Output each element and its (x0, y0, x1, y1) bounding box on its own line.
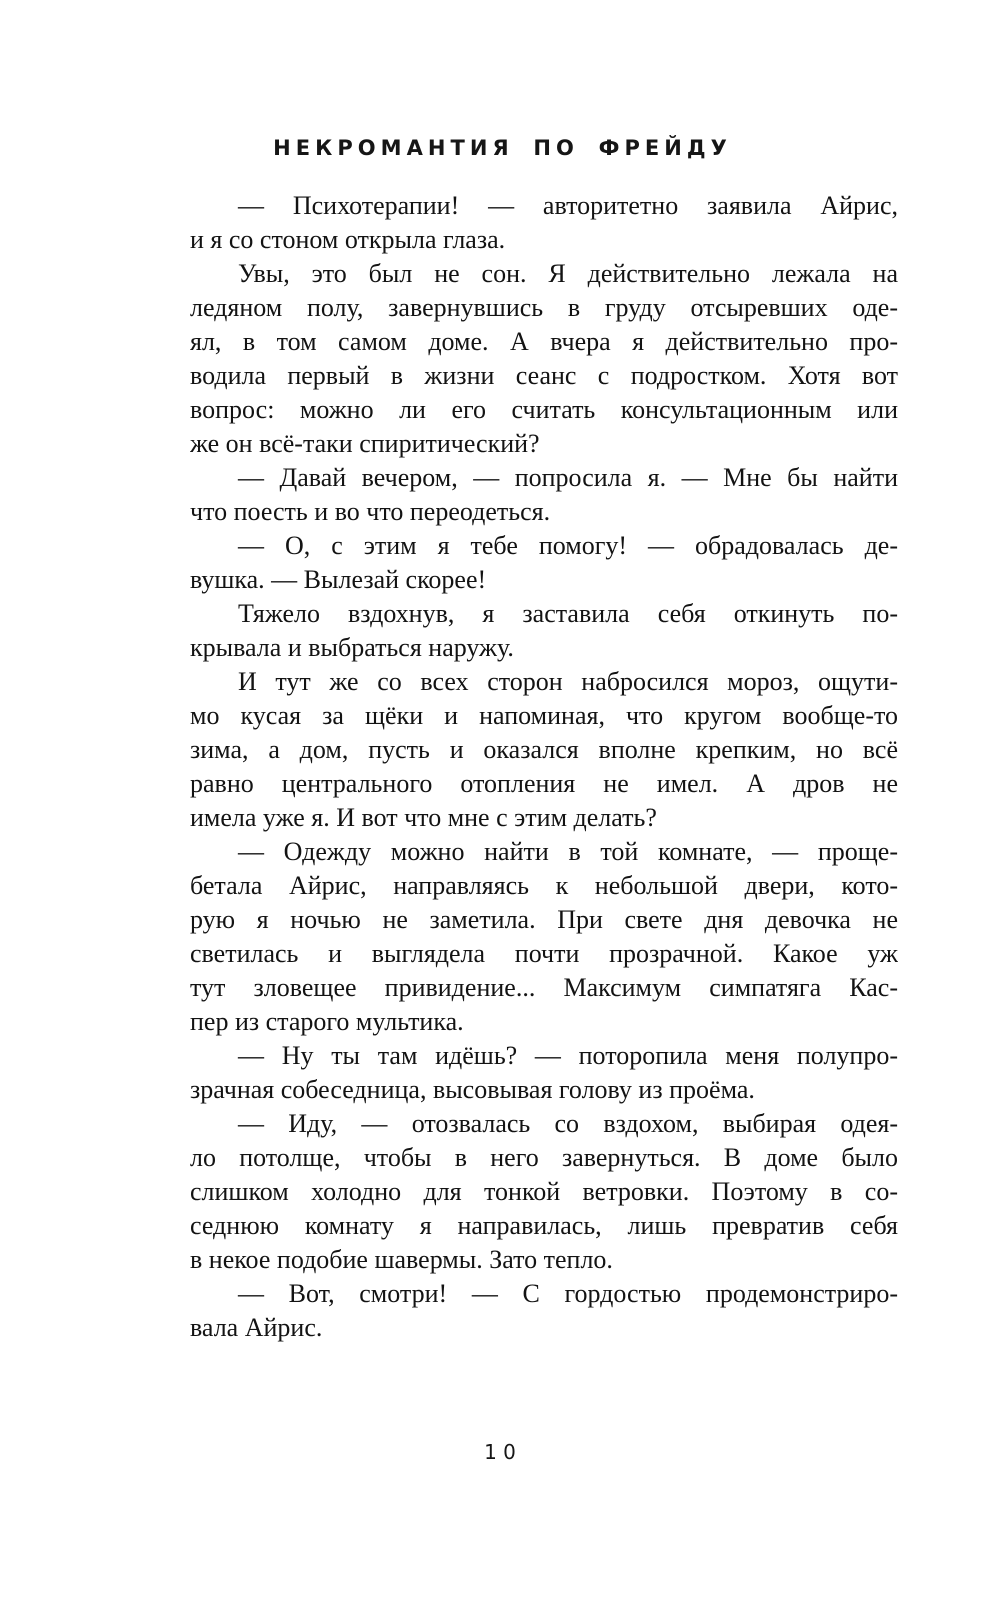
text-line: ло потолще, чтобы в него завернуться. В доме было (190, 1143, 898, 1172)
text-block (190, 189, 898, 1345)
text-line: тут зловещее привидение... Максимум симпатяга Кас- (190, 973, 898, 1002)
text-line: И тут же со всех сторон набросился мороз, ощути- (238, 667, 898, 696)
text-line: Тяжело вздохнув, я заставила себя откинуть по- (238, 599, 898, 628)
text-line: слишком холодно для тонкой ветровки. Поэтому в со- (190, 1177, 898, 1206)
text-line: же он всё-таки спиритический? (190, 429, 540, 458)
text-line: вушка. — Вылезай скорее! (190, 565, 487, 594)
text-line: зима, а дом, пусть и оказался вполне крепким, но всё (190, 735, 898, 764)
text-line: ял, в том самом доме. А вчера я действительно про- (190, 327, 898, 356)
text-line: что поесть и во что переодеться. (190, 497, 551, 526)
text-line: вопрос: можно ли его считать консультационным или (190, 395, 898, 424)
text-line: светилась и выглядела почти прозрачной. Какое уж (190, 939, 898, 968)
text-line: зрачная собеседница, высовывая голову из проёма. (190, 1075, 755, 1104)
text-line: и я со стоном открыла глаза. (190, 225, 506, 254)
text-line: — Одежду можно найти в той комнате, — проще- (238, 837, 898, 866)
text-line: крывала и выбраться наружу. (190, 633, 514, 662)
text-line: — Иду, — отозвалась со вздохом, выбирая одея- (238, 1109, 898, 1138)
running-head: НЕКРОМАНТИЯ ПО ФРЕЙДУ (273, 136, 732, 160)
page-number: 10 (484, 1440, 523, 1464)
text-line: — Ну ты там идёшь? — поторопила меня полупро- (238, 1041, 898, 1070)
text-line: Увы, это был не сон. Я действительно лежала на (238, 259, 898, 288)
text-line: седнюю комнату я направилась, лишь превратив себя (190, 1211, 898, 1240)
text-line: водила первый в жизни сеанс с подростком. Хотя вот (190, 361, 898, 390)
text-line: в некое подобие шавермы. Зато тепло. (190, 1245, 613, 1274)
text-line: — Вот, смотри! — С гордостью продемонстриро- (238, 1279, 898, 1308)
text-line: пер из старого мультика. (190, 1007, 464, 1036)
text-line: вала Айрис. (190, 1313, 323, 1342)
text-line: рую я ночью не заметила. При свете дня девочка не (190, 905, 898, 934)
text-line: имела уже я. И вот что мне с этим делать? (190, 803, 657, 832)
text-line: — Давай вечером, — попросила я. — Мне бы найти (238, 463, 898, 492)
text-line: — О, с этим я тебе помогу! — обрадовалась де- (238, 531, 898, 560)
text-line: мо кусая за щёки и напоминая, что кругом вообще-то (190, 701, 898, 730)
text-line: равно центрального отопления не имел. А дров не (190, 769, 898, 798)
text-line: бетала Айрис, направляясь к небольшой двери, кото- (190, 871, 898, 900)
text-line: — Психотерапии! — авторитетно заявила Айрис, (238, 191, 898, 220)
text-line: ледяном полу, завернувшись в груду отсыревших оде- (190, 293, 898, 322)
